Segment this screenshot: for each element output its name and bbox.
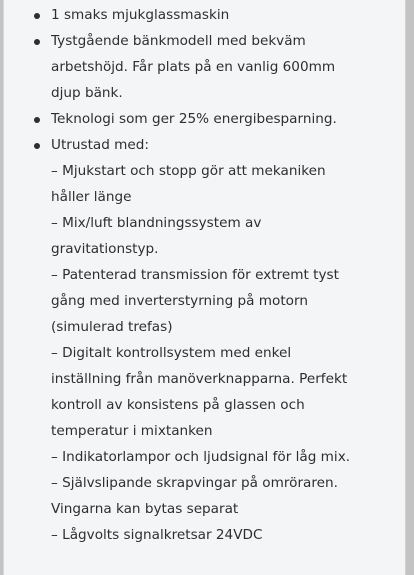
bullet-icon <box>34 117 40 123</box>
list-item <box>34 106 397 132</box>
list-item-text: – Mix/luft blandningssystem av <box>51 215 262 231</box>
list-item-text: (simulerad trefas) <box>51 319 173 335</box>
list-item-text: kontroll av konsistens på glassen och <box>51 397 305 413</box>
list-item-text: djup bänk. <box>51 85 123 101</box>
list-item <box>34 2 397 28</box>
list-item-text: arbetshöjd. Får plats på en vanlig 600mm <box>51 59 336 75</box>
list-item-text: – Digitalt kontrollsystem med enkel <box>51 345 292 361</box>
list-item-text: – Självslipande skrapvingar på omröraren. <box>51 475 338 491</box>
list-item-text: Utrustad med: <box>51 137 149 153</box>
list-item-text: Tystgående bänkmodell med bekväm <box>51 33 306 49</box>
bullet-icon <box>34 143 40 149</box>
list-item-text: Teknologi som ger 25% energibesparning. <box>51 111 337 127</box>
list-item-text: – Mjukstart och stopp gör att mekaniken <box>51 163 326 179</box>
list-item-text: – Lågvolts signalkretsar 24VDC <box>51 527 263 543</box>
list-item-text: inställning från manöverknapparna. Perfekt <box>51 371 348 387</box>
list-item-text: gravitationstyp. <box>51 241 159 257</box>
list-item <box>34 132 397 548</box>
bullet-icon <box>34 13 40 19</box>
list-item-text: temperatur i mixtanken <box>51 423 213 439</box>
list-item <box>34 28 397 106</box>
product-feature-list <box>34 2 397 548</box>
list-item-text: – Indikatorlampor och ljudsignal för låg mix. <box>51 449 351 465</box>
list-item-text: håller länge <box>51 189 132 205</box>
list-item-text: 1 smaks mjukglassmaskin <box>51 7 230 23</box>
list-item-text: – Patenterad transmission för extremt tyst <box>51 267 339 283</box>
list-item-text: Vingarna kan bytas separat <box>51 501 239 517</box>
list-item-text: gång med inverterstyrning på motorn <box>51 293 308 309</box>
bullet-icon <box>34 39 40 45</box>
content-panel <box>3 0 406 575</box>
